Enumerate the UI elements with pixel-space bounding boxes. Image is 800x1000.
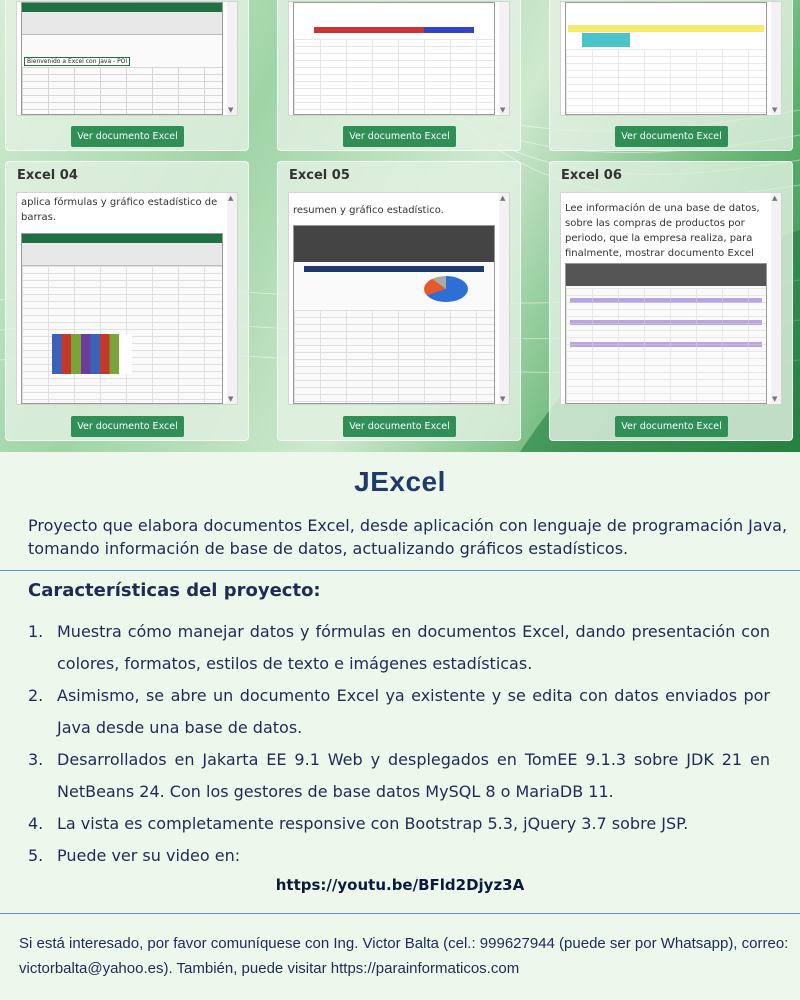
divider bbox=[0, 913, 800, 914]
card-preview bbox=[560, 192, 782, 405]
list-number: 5. bbox=[28, 846, 44, 865]
list-number: 1. bbox=[28, 622, 44, 641]
list-item bbox=[28, 744, 770, 808]
scroll-down-arrow-icon[interactable]: ▼ bbox=[228, 106, 234, 114]
excel-card-04 bbox=[5, 161, 249, 441]
card-scrollbar[interactable] bbox=[227, 193, 237, 404]
card-scrollbar[interactable] bbox=[771, 193, 781, 404]
excel-card-02 bbox=[277, 0, 521, 151]
project-intro: Proyecto que elabora documentos Excel, desde aplicación con lenguaje de programación Java, tomando información de base de datos, actualizando gráficos estadísticos. bbox=[28, 516, 788, 558]
scroll-down-arrow-icon[interactable]: ▼ bbox=[772, 106, 778, 114]
card-preview bbox=[560, 1, 782, 116]
card-title: Excel 04 bbox=[17, 168, 78, 183]
scroll-down-arrow-icon[interactable]: ▼ bbox=[772, 395, 778, 403]
card-preview bbox=[16, 1, 238, 116]
scroll-down-arrow-icon[interactable]: ▼ bbox=[500, 395, 506, 403]
excel-screenshot bbox=[293, 225, 495, 404]
view-excel-button[interactable]: Ver documento Excel bbox=[615, 126, 728, 147]
card-scrollbar[interactable] bbox=[771, 2, 781, 115]
excel-screenshot bbox=[565, 2, 767, 115]
scroll-down-arrow-icon[interactable]: ▼ bbox=[228, 395, 234, 403]
view-excel-button[interactable]: Ver documento Excel bbox=[71, 416, 184, 437]
scroll-up-arrow-icon[interactable]: ▲ bbox=[772, 194, 778, 202]
scroll-up-arrow-icon[interactable]: ▲ bbox=[500, 194, 506, 202]
scroll-up-arrow-icon[interactable]: ▲ bbox=[228, 194, 234, 202]
page-title: JExcel bbox=[354, 466, 446, 497]
list-item-text: Puede ver su video en: bbox=[57, 846, 241, 865]
list-item-text: La vista es completamente responsive con Bootstrap 5.3, jQuery 3.7 sobre JSP. bbox=[57, 814, 689, 833]
view-excel-button[interactable]: Ver documento Excel bbox=[71, 126, 184, 147]
view-excel-button[interactable]: Ver documento Excel bbox=[343, 416, 456, 437]
contact-info: Si está interesado, por favor comuníquese con Ing. Victor Balta (cel.: 999627944 (puede ser por Whatsapp), correo: victorbalta@yahoo.es). También, puede visitar https://parainformaticos.com bbox=[19, 935, 789, 977]
list-number: 3. bbox=[28, 750, 44, 769]
list-item bbox=[28, 840, 770, 872]
excel-screenshot bbox=[293, 2, 495, 115]
excel-card-05 bbox=[277, 161, 521, 441]
list-item-text: Muestra cómo manejar datos y fórmulas en documentos Excel, dando presentación con colores, formatos, estilos de texto e imágenes estadísticas. bbox=[57, 622, 770, 673]
card-scrollbar[interactable] bbox=[499, 2, 509, 115]
list-item-text: Desarrollados en Jakarta EE 9.1 Web y desplegados en TomEE 9.1.3 sobre JDK 21 en NetBeans 24. Con los gestores de base datos MySQL 8 o MariaDB 11. bbox=[57, 750, 770, 801]
card-description: Lee información de una base de datos, sobre las compras de productos por periodo, que la empresa realiza, para finalmente, mostrar documento Excel bbox=[565, 203, 760, 259]
excel-screenshot bbox=[21, 233, 223, 404]
list-item-text: Asimismo, se abre un documento Excel ya existente y se edita con datos enviados por Java desde una base de datos. bbox=[57, 686, 770, 737]
list-number: 2. bbox=[28, 686, 44, 705]
card-scrollbar[interactable] bbox=[499, 193, 509, 404]
excel-screenshot bbox=[565, 263, 767, 404]
list-number: 4. bbox=[28, 814, 44, 833]
cell-text: Bienvenido a Excel con Java - POI bbox=[24, 57, 130, 66]
excel-card-06 bbox=[549, 161, 793, 441]
card-description: aplica fórmulas y gráfico estadístico de barras. bbox=[21, 197, 218, 223]
divider bbox=[0, 570, 800, 571]
scroll-down-arrow-icon[interactable]: ▼ bbox=[500, 106, 506, 114]
card-preview bbox=[288, 192, 510, 405]
card-title: Excel 06 bbox=[561, 168, 622, 183]
list-item bbox=[28, 680, 770, 744]
excel-card-03 bbox=[549, 0, 793, 151]
list-item bbox=[28, 616, 770, 680]
project-banner bbox=[0, 0, 800, 452]
card-preview bbox=[288, 1, 510, 116]
view-excel-button[interactable]: Ver documento Excel bbox=[615, 416, 728, 437]
excel-card-01 bbox=[5, 0, 249, 151]
card-scrollbar[interactable] bbox=[227, 2, 237, 115]
list-item bbox=[28, 808, 770, 840]
video-link[interactable]: https://youtu.be/BFld2Djyz3A bbox=[275, 876, 525, 894]
features-list bbox=[28, 616, 770, 872]
card-preview bbox=[16, 192, 238, 405]
card-description: resumen y gráfico estadístico. bbox=[293, 205, 444, 216]
excel-screenshot bbox=[21, 2, 223, 115]
features-heading: Características del proyecto: bbox=[28, 580, 321, 601]
card-title: Excel 05 bbox=[289, 168, 350, 183]
view-excel-button[interactable]: Ver documento Excel bbox=[343, 126, 456, 147]
